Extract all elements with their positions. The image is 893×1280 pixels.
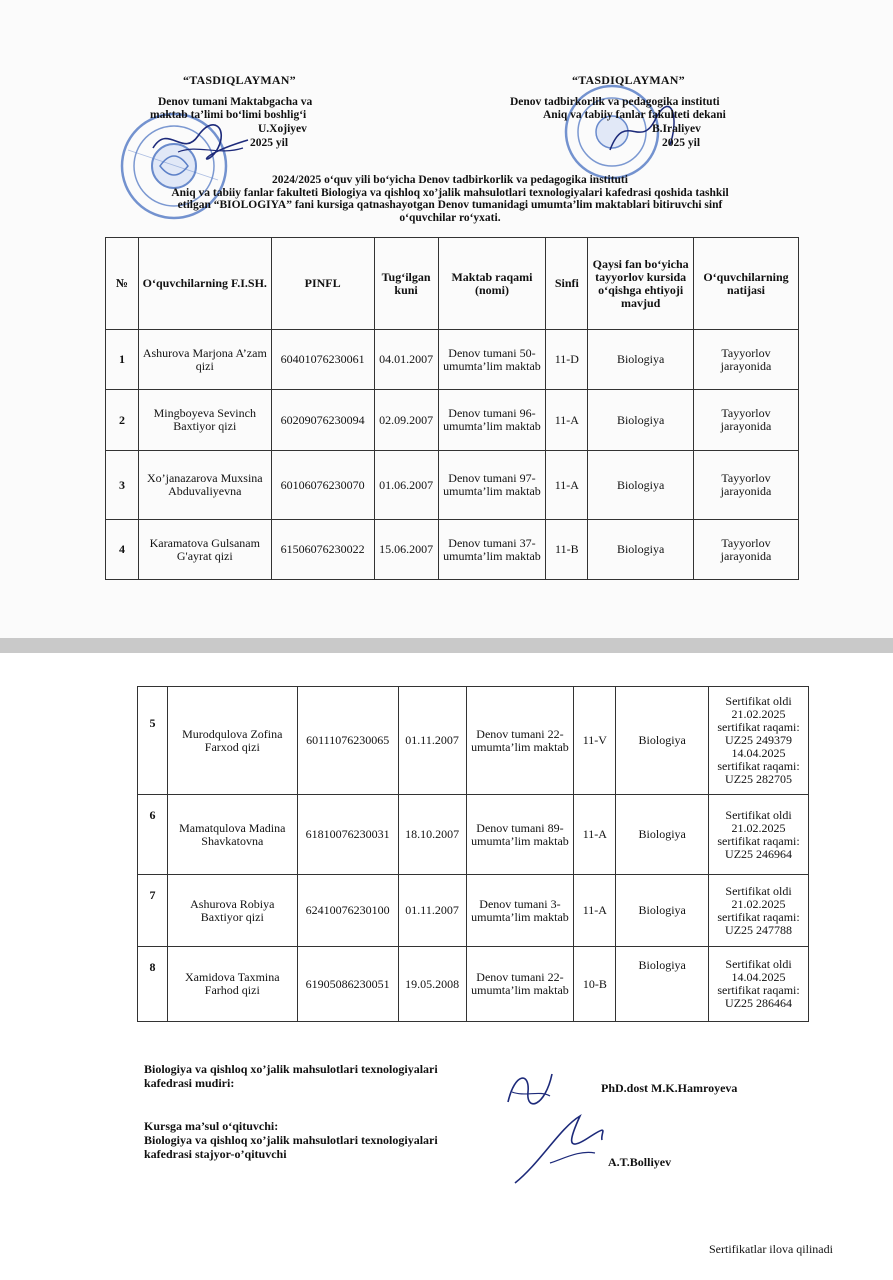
signature-department-head xyxy=(500,1062,560,1112)
document-page-1 xyxy=(0,0,893,638)
page-separator xyxy=(0,638,893,653)
header-school: Maktab raqami (nomi) xyxy=(438,238,546,330)
approval-line: maktab ta’limi bo‘limi boshlig‘i xyxy=(150,109,307,121)
header-result: O‘quvchilarning natijasi xyxy=(694,238,799,330)
cell-pinfl: 61506076230022 xyxy=(271,520,374,580)
cell-pinfl: 62410076230100 xyxy=(297,875,398,947)
cell-result: Sertifikat oldi 21.02.2025 sertifikat raqami: UZ25 247788 xyxy=(709,875,809,947)
approval-heading: “TASDIQLAYMAN” xyxy=(183,73,296,87)
cell-result: Sertifikat oldi 21.02.2025 sertifikat raqami: UZ25 246964 xyxy=(709,795,809,875)
cell-name: Xamidova Taxmina Farhod qizi xyxy=(167,947,297,1022)
cell-birth: 19.05.2008 xyxy=(398,947,466,1022)
cell-school: Denov tumani 89-umumta’lim maktab xyxy=(466,795,574,875)
cell-subject: Biologiya xyxy=(588,520,694,580)
approval-signer-name: U.Xojiyev xyxy=(258,123,307,135)
cell-grade: 11-B xyxy=(546,520,588,580)
cell-grade: 11-D xyxy=(546,330,588,390)
cell-birth: 01.11.2007 xyxy=(398,875,466,947)
cell-school: Denov tumani 97- umumta’lim maktab xyxy=(438,451,546,520)
cell-subject: Biologiya xyxy=(616,875,709,947)
cell-result: Sertifikat oldi 21.02.2025 sertifikat raqami: UZ25 249379 14.04.2025 sertifikat raqami: UZ25 282705 xyxy=(709,687,809,795)
cell-number: 6 xyxy=(138,795,168,875)
cell-grade: 11-A xyxy=(546,390,588,451)
cell-result: Sertifikat oldi 14.04.2025 sertifikat raqami: UZ25 286464 xyxy=(709,947,809,1022)
header-subject: Qaysi fan bo‘yicha tayyorlov kursida o‘qishga ehtiyoji mavjud xyxy=(588,238,694,330)
students-table-part-2 xyxy=(137,686,809,1022)
approval-year: 2025 yil xyxy=(662,137,701,149)
document-title xyxy=(105,174,795,224)
cell-school: Denov tumani 37- umumta’lim maktab xyxy=(438,520,546,580)
table-row xyxy=(138,687,809,795)
teacher-name: A.T.Bolliyev xyxy=(608,1155,672,1169)
approval-line: Denov tumani Maktabgacha va xyxy=(158,96,313,108)
cell-name: Mingboyeva Sevinch Baxtiyor qizi xyxy=(138,390,271,451)
signature-teacher xyxy=(510,1108,610,1190)
cell-name: Ashurova Marjona A’zam qizi xyxy=(138,330,271,390)
table-row xyxy=(106,520,799,580)
signature-left xyxy=(148,118,258,164)
cell-grade: 10-B xyxy=(574,947,616,1022)
header-pinfl: PINFL xyxy=(271,238,374,330)
cell-subject: Biologiya xyxy=(616,687,709,795)
cell-school: Denov tumani 22- umumta’lim maktab xyxy=(466,687,574,795)
table-row xyxy=(138,795,809,875)
title-line: o‘quvchilar ro‘yxati. xyxy=(399,211,501,224)
cell-result: Tayyorlov jarayonida xyxy=(694,451,799,520)
cell-subject: Biologiya xyxy=(616,947,709,1022)
cell-birth: 02.09.2007 xyxy=(374,390,438,451)
cell-pinfl: 61905086230051 xyxy=(297,947,398,1022)
title-line: 2024/2025 o‘quv yili bo‘yicha Denov tadbirkorlik va pedagogika instituti xyxy=(272,174,628,186)
cell-birth: 01.06.2007 xyxy=(374,451,438,520)
cell-number: 3 xyxy=(106,451,139,520)
cell-pinfl: 60401076230061 xyxy=(271,330,374,390)
cell-subject: Biologiya xyxy=(588,451,694,520)
department-head-title: kafedrasi mudiri: xyxy=(144,1076,235,1090)
approval-year: 2025 yil xyxy=(250,137,289,149)
cell-school: Denov tumani 96- umumta’lim maktab xyxy=(438,390,546,451)
cell-name: Karamatova Gulsanam G'ayrat qizi xyxy=(138,520,271,580)
cell-name: Mamatqulova Madina Shavkatovna xyxy=(167,795,297,875)
cell-number: 5 xyxy=(138,687,168,795)
department-head-signature-block xyxy=(144,1062,438,1090)
cell-name: Xo’janazarova Muxsina Abduvaliyevna xyxy=(138,451,271,520)
table-row xyxy=(106,451,799,520)
approval-signer-name: B.Iraliyev xyxy=(652,123,701,135)
table-header-row xyxy=(106,238,799,330)
cell-birth: 18.10.2007 xyxy=(398,795,466,875)
approval-heading: “TASDIQLAYMAN” xyxy=(572,73,685,87)
department-head-name: PhD.dost M.K.Hamroyeva xyxy=(601,1081,738,1095)
teacher-line: Kursga ma’sul o‘qituvchi: xyxy=(144,1119,279,1133)
table-row xyxy=(106,390,799,451)
header-fish: O‘quvchilarning F.I.SH. xyxy=(138,238,271,330)
cell-school: Denov tumani 22- umumta’lim maktab xyxy=(466,947,574,1022)
approval-line: Aniq va tabiiy fanlar fakulteti dekani xyxy=(543,109,726,121)
cell-number: 4 xyxy=(106,520,139,580)
cell-grade: 11-A xyxy=(574,875,616,947)
cell-number: 7 xyxy=(138,875,168,947)
cell-subject: Biologiya xyxy=(588,330,694,390)
table-row xyxy=(138,947,809,1022)
cell-subject: Biologiya xyxy=(616,795,709,875)
cell-subject: Biologiya xyxy=(588,390,694,451)
title-line: Aniq va tabiiy fanlar fakulteti Biologiya va qishloq xo’jalik mahsulotlari texnologiyalari kafedrasi qoshida tashkil xyxy=(171,186,729,199)
students-table-part-1 xyxy=(105,237,799,580)
cell-pinfl: 61810076230031 xyxy=(297,795,398,875)
table-row xyxy=(106,330,799,390)
cell-school: Denov tumani 50- umumta’lim maktab xyxy=(438,330,546,390)
footnote: Sertifikatlar ilova qilinadi xyxy=(709,1242,833,1256)
cell-birth: 04.01.2007 xyxy=(374,330,438,390)
cell-pinfl: 60209076230094 xyxy=(271,390,374,451)
cell-birth: 15.06.2007 xyxy=(374,520,438,580)
cell-result: Tayyorlov jarayonida xyxy=(694,390,799,451)
title-line: etilgan “BIOLOGIYA” fani kursiga qatnashayotgan Denov tumanidagi umumta’lim maktablari bitiruvchi sinf xyxy=(177,199,723,211)
approval-line: Denov tadbirkorlik va pedagogika instituti xyxy=(510,96,720,108)
table-row xyxy=(138,875,809,947)
cell-pinfl: 60106076230070 xyxy=(271,451,374,520)
cell-number: 2 xyxy=(106,390,139,451)
cell-name: Ashurova Robiya Baxtiyor qizi xyxy=(167,875,297,947)
header-number: № xyxy=(106,238,139,330)
header-birth: Tug‘ilgan kuni xyxy=(374,238,438,330)
department-head-line: Biologiya va qishloq xo’jalik mahsulotlari texnologiyalari xyxy=(144,1062,438,1076)
cell-birth: 01.11.2007 xyxy=(398,687,466,795)
cell-result: Tayyorlov jarayonida xyxy=(694,520,799,580)
cell-school: Denov tumani 3- umumta’lim maktab xyxy=(466,875,574,947)
cell-number: 8 xyxy=(138,947,168,1022)
cell-grade: 11-V xyxy=(574,687,616,795)
cell-result: Tayyorlov jarayonida xyxy=(694,330,799,390)
teacher-line: Biologiya va qishloq xo’jalik mahsulotlari texnologiyalari xyxy=(144,1133,438,1147)
teacher-title: kafedrasi stajyor-o’qituvchi xyxy=(144,1147,287,1161)
cell-name: Murodqulova Zofina Farxod qizi xyxy=(167,687,297,795)
cell-grade: 11-A xyxy=(574,795,616,875)
teacher-signature-block xyxy=(144,1119,438,1161)
cell-grade: 11-A xyxy=(546,451,588,520)
cell-pinfl: 60111076230065 xyxy=(297,687,398,795)
cell-number: 1 xyxy=(106,330,139,390)
header-grade: Sinfi xyxy=(546,238,588,330)
